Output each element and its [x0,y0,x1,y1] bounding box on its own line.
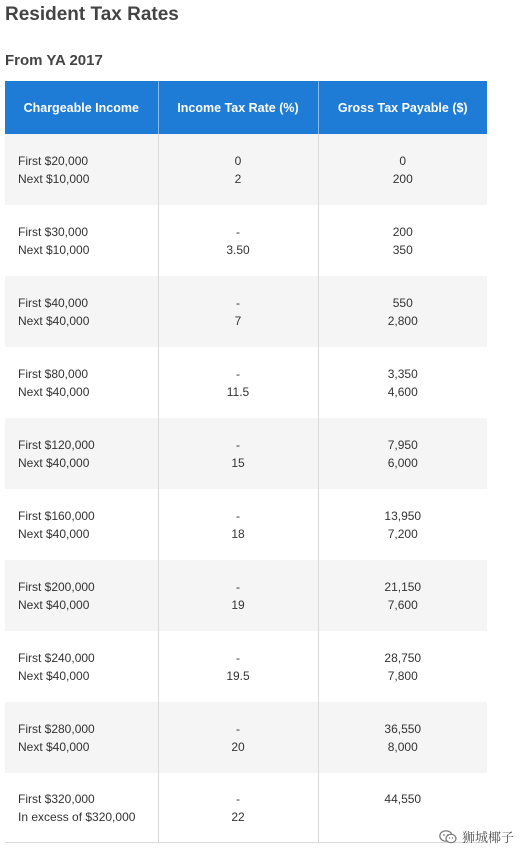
income-cell [5,489,158,560]
rate-cell-line: - [236,791,240,806]
gross-cell-line: 44,550 [384,791,422,806]
income-cell-line: Next $40,000 [18,668,90,683]
gross-cell [318,276,487,347]
income-cell-line: First $30,000 [18,224,89,239]
income-cell [5,276,158,347]
rate-cell-line: 22 [231,809,245,824]
income-cell [5,134,158,205]
table-row [5,702,487,773]
income-cell [5,205,158,276]
gross-cell-line: 4,600 [387,384,418,399]
rate-cell-line: 19.5 [226,668,250,683]
income-cell-line: Next $10,000 [18,242,90,257]
rate-cell [158,702,318,773]
income-cell [5,560,158,631]
table-row [5,134,487,205]
table-row [5,560,487,631]
income-cell-line: First $20,000 [18,153,89,168]
income-cell [5,702,158,773]
table-row [5,418,487,489]
rate-cell [158,418,318,489]
income-cell-line: In excess of $320,000 [18,809,136,824]
page-subtitle: From YA 2017 [5,52,103,69]
rate-cell-line: 3.50 [226,242,250,257]
gross-cell [318,560,487,631]
gross-cell [318,205,487,276]
gross-cell-line: 13,950 [384,508,422,523]
gross-cell-line [319,808,488,826]
rate-cell [158,347,318,418]
gross-cell-line: 2,800 [387,313,418,328]
income-cell-line: Next $40,000 [18,597,90,612]
income-cell-line: First $40,000 [18,295,89,310]
gross-cell [318,489,487,560]
rate-cell-line: 11.5 [226,384,250,399]
header-gross-tax-payable: Gross Tax Payable ($) [318,81,487,134]
table-row [5,489,487,560]
rate-cell [158,205,318,276]
table-row [5,276,487,347]
rate-cell-line: - [236,508,240,523]
table-row [5,631,487,702]
rate-cell-line: 19 [231,597,245,612]
income-cell-line: First $240,000 [18,650,95,665]
rate-cell-line: - [236,224,240,239]
income-cell-line: Next $40,000 [18,455,90,470]
income-cell-line: First $280,000 [18,721,95,736]
wechat-icon [439,830,457,844]
gross-cell-line: 0 [399,153,407,168]
rate-cell-line: 2 [234,171,242,186]
gross-cell-line: 7,200 [387,526,418,541]
page-title: Resident Tax Rates [5,4,179,25]
gross-cell-line: 7,800 [387,668,418,683]
gross-cell-line: 36,550 [384,721,422,736]
rate-cell [158,134,318,205]
gross-cell-line: 200 [392,171,413,186]
watermark [439,827,514,846]
header-chargeable-income: Chargeable Income [5,81,158,134]
gross-cell-line: 350 [392,242,413,257]
rate-cell [158,631,318,702]
income-cell [5,773,158,843]
rate-cell-line: - [236,650,240,665]
income-cell [5,631,158,702]
gross-cell [318,702,487,773]
tax-rates-table [5,81,487,843]
gross-cell-line: 8,000 [387,739,418,754]
rate-cell [158,489,318,560]
income-cell-line: First $200,000 [18,579,95,594]
gross-cell-line: 550 [392,295,413,310]
income-cell-line: First $160,000 [18,508,95,523]
gross-cell-line: 3,350 [387,366,418,381]
table-body [5,134,487,843]
income-cell-line: First $80,000 [18,366,89,381]
income-cell [5,347,158,418]
header-income-tax-rate: Income Tax Rate (%) [158,81,318,134]
rate-cell-line: - [236,366,240,381]
header-row [5,81,487,134]
rate-cell-line: 0 [234,153,242,168]
income-cell-line: Next $40,000 [18,313,90,328]
income-cell-line: First $320,000 [18,791,95,806]
gross-cell [318,418,487,489]
income-cell-line: Next $10,000 [18,171,90,186]
rate-cell-line: 20 [231,739,245,754]
gross-cell-line: 200 [392,224,413,239]
rate-cell [158,276,318,347]
rate-cell-line: 15 [231,455,245,470]
income-cell-line: Next $40,000 [18,739,90,754]
gross-cell [318,631,487,702]
table-row [5,205,487,276]
gross-cell-line: 7,950 [387,437,418,452]
gross-cell [318,134,487,205]
income-cell-line: First $120,000 [18,437,95,452]
income-cell-line: Next $40,000 [18,526,90,541]
rate-cell-line: - [236,579,240,594]
gross-cell-line: 7,600 [387,597,418,612]
rate-cell-line: - [236,295,240,310]
rate-cell [158,560,318,631]
rate-cell-line: - [236,437,240,452]
table-row [5,347,487,418]
income-cell [5,418,158,489]
rate-cell [158,773,318,843]
gross-cell [318,347,487,418]
gross-cell-line: 21,150 [384,579,422,594]
rate-cell-line: 7 [234,313,242,328]
gross-cell-line: 28,750 [384,650,422,665]
rate-cell-line: 18 [231,526,245,541]
table-header [5,81,487,134]
gross-cell-line: 6,000 [387,455,418,470]
table-row [5,773,487,843]
income-cell-line: Next $40,000 [18,384,90,399]
watermark-text: 狮城椰子 [461,830,514,845]
rate-cell-line: - [236,721,240,736]
